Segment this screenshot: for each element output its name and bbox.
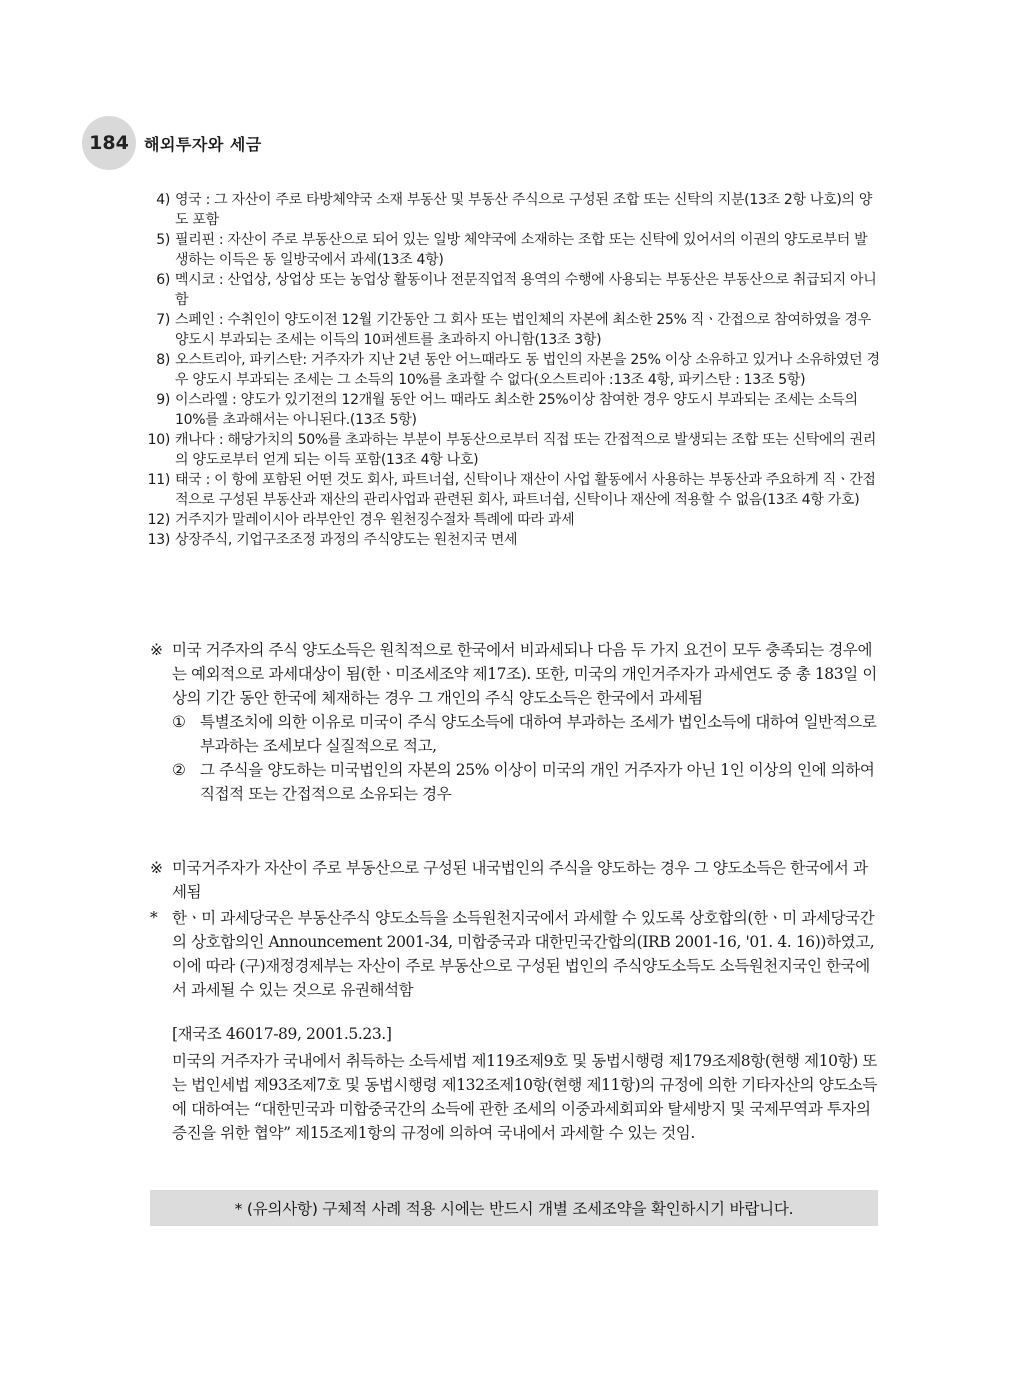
paragraph-text: 미국 거주자의 주식 양도소득은 원칙적으로 한국에서 비과세되나 다음 두 가지 요건이 모두 충족되는 경우에는 예외적으로 과세대상이 됨(한ㆍ미조세조약 제17조). 또한, 미국의 개인거주자가 과세연도 중 총 183일 이상의 기간 동안 한국에 체재하는 경우 그 개인의 주식 양도소득은 한국에서 과세됨 — [172, 641, 877, 707]
mutual-agreement-paragraph — [150, 906, 878, 1002]
footnote-item — [145, 390, 880, 430]
footnote-text: 태국 : 이 항에 포함된 어떤 것도 회사, 파트너쉽, 신탁이나 재산이 사업 활동에서 사용하는 부동산과 주요하게 직ㆍ간접적으로 구성된 부동산과 재산의 관리사업과 관련된 회사, 파트너쉽, 신탁이나 재산에 적용할 수 없음(13조 4항 가호) — [175, 472, 876, 508]
paragraph-text: 한ㆍ미 과세당국은 부동산주식 양도소득을 소득원천지국에서 과세할 수 있도록 상호합의(한ㆍ미 과세당국간의 상호합의인 Announcement 2001-34, 미합중국과 대한민국간합의(IRB 2001-16, '01. 4. 16))하였고, 이에 따라 (구)재정경제부는 자산이 주로 부동산으로 구성된 법인의 주식양도소득도 소득원천지국인 한국에서 과세될 수 있는 것으로 유권해석함 — [172, 909, 875, 999]
condition-item — [172, 758, 878, 806]
caution-banner: * (유의사항) 구체적 사례 적용 시에는 반드시 개별 조세조약을 확인하시기 바랍니다. — [150, 1190, 878, 1226]
footnote-item — [145, 230, 880, 270]
footnote-number: 4) — [156, 192, 170, 208]
chapter-title: 해외투자와 세금 — [144, 134, 262, 154]
reference-mark: ※ — [150, 641, 163, 659]
condition-text: 특별조치에 의한 이유로 미국이 주식 양도소득에 대하여 부과하는 조세가 법인소득에 대하여 일반적으로 부과하는 조세보다 실질적으로 적고, — [200, 713, 877, 755]
footnote-list — [145, 190, 880, 550]
footnote-text: 오스트리아, 파키스탄: 거주자가 지난 2년 동안 어느때라도 동 법인의 자본을 25% 이상 소유하고 있거나 소유하였던 경우 양도시 부과되는 조세는 그 소득의 10%를 초과할 수 없다(오스트리아 :13조 4항, 파키스탄 : 13조 5항) — [175, 352, 880, 388]
page-header — [82, 114, 262, 172]
footnote-item — [145, 350, 880, 390]
footnote-text: 이스라엘 : 양도가 있기전의 12개월 동안 어느 때라도 최소한 25%이상 참여한 경우 양도시 부과되는 조세는 소득의 10%를 초과해서는 아니된다.(13조 5항) — [175, 392, 858, 428]
condition-number: ① — [172, 713, 186, 731]
footnote-text: 캐나다 : 해당가치의 50%를 초과하는 부분이 부동산으로부터 직접 또는 간접적으로 발생되는 조합 또는 신탁에의 권리의 양도로부터 얻게 되는 이득 포함(13조 4항 나호) — [175, 432, 877, 468]
condition-number: ② — [172, 761, 186, 779]
footnote-number: 5) — [156, 232, 170, 248]
condition-text: 그 주식을 양도하는 미국법인의 자본의 25% 이상이 미국의 개인 거주자가 아닌 1인 이상의 인에 의하여 직접적 또는 간접적으로 소유되는 경우 — [200, 761, 875, 803]
ruling-block — [172, 1022, 878, 1145]
footnote-number: 13) — [147, 532, 170, 548]
footnote-item — [145, 430, 880, 470]
paragraph-text: 미국거주자가 자산이 주로 부동산으로 구성된 내국법인의 주식을 양도하는 경우 그 양도소득은 한국에서 과세됨 — [172, 859, 868, 901]
footnote-item — [145, 470, 880, 510]
footnote-number: 9) — [156, 392, 170, 408]
real-estate-company-paragraph — [150, 856, 878, 904]
footnote-text: 스페인 : 수취인이 양도이전 12월 기간동안 그 회사 또는 법인체의 자본에 최소한 25% 직ㆍ간접으로 참여하였을 경우 양도시 부과되는 조세는 이득의 10퍼센트를 초과하지 아니함(13조 3항) — [175, 312, 871, 348]
page-number: 184 — [82, 116, 136, 170]
asterisk-mark: * — [150, 909, 158, 927]
footnote-number: 12) — [147, 512, 170, 528]
footnote-item — [145, 310, 880, 350]
footnote-text: 멕시코 : 산업상, 상업상 또는 농업상 활동이나 전문직업적 용역의 수행에 사용되는 부동산은 부동산으로 취급되지 아니함 — [175, 272, 877, 308]
reference-mark: ※ — [150, 859, 163, 877]
footnote-number: 7) — [156, 312, 170, 328]
footnote-number: 8) — [156, 352, 170, 368]
footnote-number: 10) — [147, 432, 170, 448]
ruling-text: 미국의 거주자가 국내에서 취득하는 소득세법 제119조제9호 및 동법시행령 제179조제8항(현행 제10항) 또는 법인세법 제93조제7호 및 동법시행령 제132조제10항(현행 제11항)의 규정에 의한 기타자산의 양도소득에 대하여는 “대한민국과 미합중국간의 소득에 관한 조세의 이중과세회피와 탈세방지 및 국제무역과 투자의 증진을 위한 협약” 제15조제1항의 규정에 의하여 국내에서 과세할 수 있는 것임. — [172, 1052, 877, 1142]
us-stock-transfer-paragraph — [150, 638, 878, 806]
footnote-item — [145, 510, 880, 530]
footnote-number: 6) — [156, 272, 170, 288]
footnote-item — [145, 270, 880, 310]
footnote-number: 11) — [147, 472, 170, 488]
footnote-text: 거주지가 말레이시아 라부안인 경우 원천징수절차 특례에 따라 과세 — [175, 512, 575, 528]
ruling-reference: [재국조 46017-89, 2001.5.23.] — [172, 1025, 392, 1043]
footnote-item — [145, 190, 880, 230]
footnote-text: 상장주식, 기업구조조정 과정의 주식양도는 원천지국 면세 — [175, 532, 518, 548]
footnote-text: 필리핀 : 자산이 주로 부동산으로 되어 있는 일방 체약국에 소재하는 조합 또는 신탁에 있어서의 이권의 양도로부터 발생하는 이득은 동 일방국에서 과세(13조 4항) — [175, 232, 868, 268]
footnote-text: 영국 : 그 자산이 주로 타방체약국 소재 부동산 및 부동산 주식으로 구성된 조합 또는 신탁의 지분(13조 2항 나호)의 양도 포함 — [175, 192, 873, 228]
condition-item — [172, 710, 878, 758]
footnote-item — [145, 530, 880, 550]
